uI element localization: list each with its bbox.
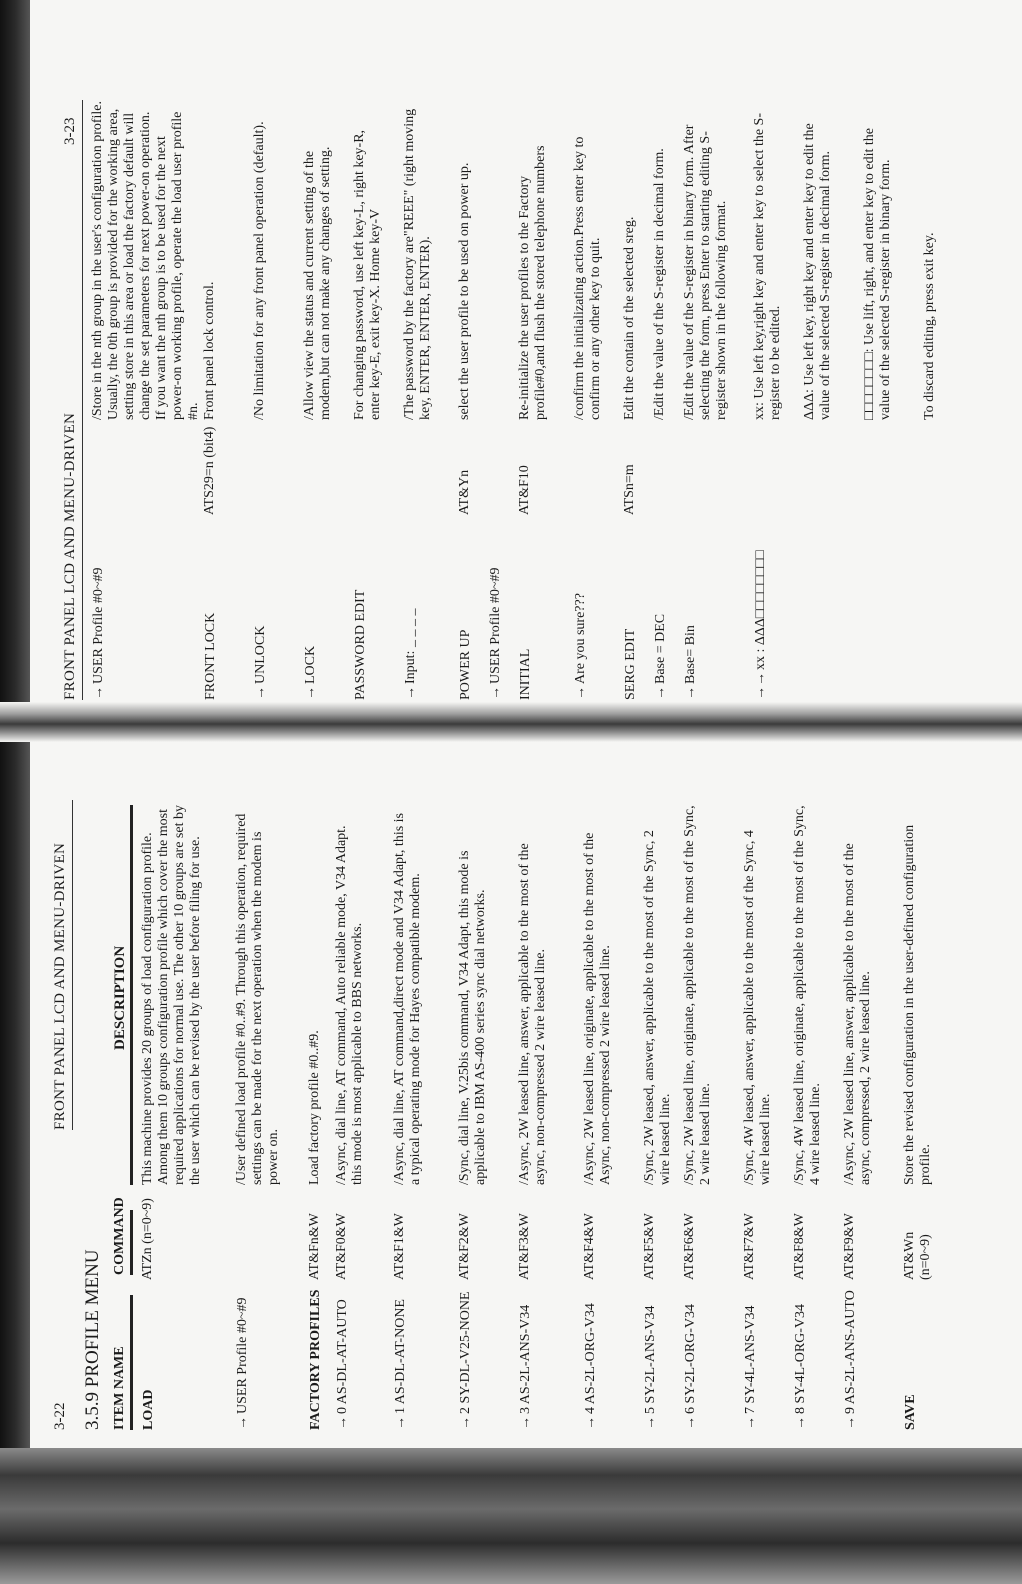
row-command: AT&Yn — [457, 469, 472, 515]
row-item-name — [392, 1280, 409, 1430]
row-description: /User defined load profile #0..#9. Through this operation, required settings can be made for the next operation when the modem is power on. — [234, 813, 281, 1185]
row-command: AT&F7&W — [742, 1213, 757, 1280]
row-command: AT&F8&W — [792, 1213, 807, 1280]
row-item-label: 7 SY-4L-ANS-V34 — [743, 1305, 758, 1414]
row-description: /Async, 2W leased line, answer, applicable to the most of the async, compressed, 2 wire leased line. — [842, 843, 873, 1185]
row-command: AT&F1&W — [392, 1213, 407, 1280]
row-description: Front panel lock control. — [202, 281, 217, 420]
row-item-label: LOAD — [141, 1389, 156, 1430]
row-item-name — [752, 515, 769, 700]
page-header: FRONT PANEL LCD AND MENU-DRIVEN — [52, 842, 68, 1130]
row-item-label: 6 SY-2L-ORG-V34 — [683, 1303, 698, 1414]
col-rule-command — [130, 1210, 133, 1275]
row-description: Store the revised configuration in the user-defined configuration profile. — [902, 824, 933, 1185]
row-item-name — [682, 1280, 699, 1430]
row-item-name — [792, 1280, 809, 1430]
row-command: AT&F0&W — [334, 1213, 349, 1280]
row-item-label: Input: _ _ _ _ — [403, 608, 418, 684]
arrow-icon: → — [91, 686, 106, 700]
row-command: AT&Wn (n=0~9) — [902, 1231, 933, 1280]
row-description: /Async, dial line, AT command,direct mode and V34 Adapt, this is a typical operating mode for Hayes compatible modem. — [392, 813, 423, 1185]
row-description: /Async, dial line, AT command, Auto reliable mode, V34 Adapt. this mode is most applicable to BBS networks. — [334, 825, 365, 1185]
arrow-icon: → — [488, 686, 503, 700]
row-item-label: USER Profile #0~#9 — [91, 567, 106, 684]
row-item-label: FACTORY PROFILES — [308, 1289, 323, 1430]
row-command: AT&F10 — [517, 465, 532, 515]
row-command: AT&F2&W — [457, 1213, 472, 1280]
arrow-icon: → — [458, 1416, 473, 1430]
row-description: /Sync, dial line, V.25bis command, V34 Adapt, this mode is applicable to IBM AS-400 series sync dial networks. — [457, 850, 488, 1185]
arrow-icon: → — [653, 686, 668, 700]
header-rule — [72, 800, 73, 1130]
page-3-23 — [62, 100, 962, 700]
col-rule-description — [130, 805, 133, 1185]
arrow-icon: → — [235, 1416, 250, 1430]
arrow-icon: → — [403, 686, 418, 700]
row-command: ATSn=m — [622, 464, 637, 515]
row-item-name — [642, 1280, 659, 1430]
page-3-22 — [52, 740, 952, 1430]
row-item-label: USER Profile #0~#9 — [488, 567, 503, 684]
row-item-label: 9 AS-2L-ANS-AUTO — [843, 1290, 858, 1414]
row-description: /The password by the factory are"REEE" (right moving key, ENTER, ENTER, ENTER). — [402, 108, 433, 420]
arrow-icon: → — [643, 1416, 658, 1430]
row-description: /Sync, 4W leased, answer, applicable to the most of the Sync, 4 wire leased line. — [742, 830, 773, 1185]
row-item-name — [457, 515, 474, 700]
row-item-name — [334, 1280, 351, 1430]
page-header: FRONT PANEL LCD AND MENU-DRIVEN — [62, 412, 78, 700]
row-item-label: FRONT LOCK — [203, 612, 218, 700]
arrow-icon: → — [335, 1416, 350, 1430]
row-item-name — [842, 1280, 859, 1430]
row-item-label: SAVE — [903, 1394, 918, 1430]
row-item-label: Base= Bin — [683, 625, 698, 684]
arrow-icon: → — [303, 686, 318, 700]
row-item-name — [487, 515, 504, 700]
row-item-label: POWER UP — [458, 629, 473, 700]
arrow-icon: → — [583, 1416, 598, 1430]
row-item-name — [90, 515, 107, 700]
row-item-name — [517, 1280, 534, 1430]
col-item-name: ITEM NAME — [112, 1346, 127, 1430]
arrow-icon: → — [683, 686, 698, 700]
row-description: For changing password, use left key-L, right key-R, enter key-E, exit key-X. Home key-V — [352, 129, 383, 420]
row-item-name — [302, 515, 319, 700]
row-item-name — [682, 515, 699, 700]
arrow-icon: →→ — [753, 672, 768, 700]
col-command: COMMAND — [112, 1197, 127, 1275]
row-item-label: PASSWORD EDIT — [353, 589, 368, 700]
row-description: /confirm the initializating action.Press enter key to confirm or any other key to quit. — [572, 136, 603, 420]
arrow-icon: → — [393, 1416, 408, 1430]
arrow-icon: → — [843, 1416, 858, 1430]
row-item-name — [140, 1280, 157, 1430]
row-description: xx: Use left key,right key and enter key to select the S-register to be edited. — [752, 113, 783, 420]
row-description: /Sync, 4W leased line, originate, applicable to the most of the Sync, 4 wire leased line. — [792, 805, 823, 1185]
row-command: AT&F5&W — [642, 1213, 657, 1280]
row-command: ATZn (n=0~9) — [140, 1198, 155, 1280]
row-item-name — [307, 1280, 324, 1430]
row-description: ΔΔΔ: Use left key, right key and enter key to edit the value of the selected S-register in decimal form. — [802, 123, 833, 420]
row-description: select the user profile to be used on power up. — [457, 162, 472, 420]
row-item-label: 1 AS-DL-AT-NONE — [393, 1299, 408, 1414]
row-description: /Async, 2W leased line, answer, applicable to the most of the async, non-compressed 2 wire leased line. — [517, 843, 548, 1185]
col-description: DESCRIPTION — [112, 945, 128, 1050]
row-item-label: 8 SY-4L-ORG-V34 — [793, 1303, 808, 1414]
arrow-icon: → — [253, 686, 268, 700]
book-spine-shadow — [0, 702, 1022, 742]
row-description: /Allow view the status and current setting of the modem,but can not make any changes of setting. — [302, 146, 333, 420]
row-description: To discard editing, press exit key. — [922, 232, 937, 420]
arrow-icon: → — [518, 1416, 533, 1430]
row-description: /Edit the value of the S-register in decimal form. — [652, 148, 667, 420]
row-item-name — [652, 515, 669, 700]
row-item-label: 4 AS-2L-ORG-V34 — [583, 1303, 598, 1414]
row-item-name — [352, 515, 369, 700]
page-number: 3-23 — [62, 117, 78, 145]
row-description: /Edit the value of the S-register in binary form. After selecting the form, press Enter to starting editing S-register shown in the following format. — [682, 124, 729, 420]
row-command: AT&F9&W — [842, 1213, 857, 1280]
section-title: 3.5.9 PROFILE MENU — [82, 1249, 103, 1430]
row-description: /No limitation for any front panel operation (default). — [252, 121, 267, 420]
row-item-label: Base = DEC — [653, 613, 668, 684]
arrow-icon: → — [573, 686, 588, 700]
row-description: Re-initialize the user profiles to the Factory profile#0,and flush the stored telephone numbers — [517, 145, 548, 420]
row-description: Edit the contain of the selected sreg. — [622, 216, 637, 420]
row-item-name — [582, 1280, 599, 1430]
arrow-icon: → — [793, 1416, 808, 1430]
scanner-bottom-shadow — [0, 1448, 1022, 1584]
row-command: AT&F6&W — [682, 1213, 697, 1280]
row-item-name — [572, 515, 589, 700]
row-description: This machine provides 20 groups of load configuration profile. Among them 10 groups configuration profile which cover the most required applications for normal use. The other 10 groups are set by the user which can be revised by the user before filing for use. — [140, 805, 203, 1185]
row-description: □□□□□□□□: Use lift, right, and enter key to edit the value of the selected S-register in binary form. — [862, 128, 893, 420]
arrow-icon: → — [683, 1416, 698, 1430]
row-item-label: 3 AS-2L-ANS-V34 — [518, 1304, 533, 1414]
row-item-label: USER Profile #0~#9 — [235, 1297, 250, 1414]
row-item-name — [517, 515, 534, 700]
row-command: ATS29=n (bit4) — [202, 426, 217, 515]
row-item-label: UNLOCK — [253, 625, 268, 684]
row-item-name — [622, 515, 639, 700]
col-rule-item — [130, 1295, 133, 1430]
row-item-name — [202, 515, 219, 700]
row-description: /Sync, 2W leased, answer, applicable to the most of the Sync, 2 wire leased line. — [642, 830, 673, 1185]
row-command: AT&Fn&W — [307, 1213, 322, 1280]
row-item-name — [234, 1280, 251, 1430]
row-item-label: 2 SY-DL-V25-NONE — [458, 1291, 473, 1414]
row-item-label: 5 SY-2L-ANS-V34 — [643, 1305, 658, 1414]
row-item-name — [457, 1280, 474, 1430]
header-rule — [82, 100, 83, 700]
row-description: /Store in the nth group in the user's configuration profile. Usually, the 0th group is provided for the working area, setting store in this area or load the factory default will change the set parameters for next power-on operation. If you want the nth group is to be used for the next power-on working profile, operate the load user profile #n. — [90, 100, 201, 420]
scanner-edge-shadow — [0, 0, 30, 1584]
row-description: /Async, 2W leased line, originate, applicable to the most of the Async, non-compressed 2 wire leased line. — [582, 832, 613, 1185]
row-item-label: SERG EDIT — [623, 628, 638, 700]
row-item-label: INITIAL — [518, 648, 533, 700]
row-item-name — [742, 1280, 759, 1430]
row-item-label: Are you sure??? — [573, 593, 588, 684]
row-item-label: 0 AS-DL-AT-AUTO — [335, 1299, 350, 1414]
row-command: AT&F3&W — [517, 1213, 532, 1280]
row-command: AT&F4&W — [582, 1213, 597, 1280]
row-item-label: LOCK — [303, 645, 318, 684]
row-item-label: xx : ΔΔΔ□□□□□□□□ — [753, 550, 768, 670]
row-item-name — [402, 515, 419, 700]
row-description: Load factory profile #0..#9. — [307, 1030, 322, 1185]
page-number: 3-22 — [52, 1402, 68, 1430]
row-item-name — [902, 1280, 919, 1430]
row-item-name — [252, 515, 269, 700]
arrow-icon: → — [743, 1416, 758, 1430]
row-description: /Sync, 2W leased line, originate, applicable to the most of the Sync, 2 wire leased line. — [682, 805, 713, 1185]
